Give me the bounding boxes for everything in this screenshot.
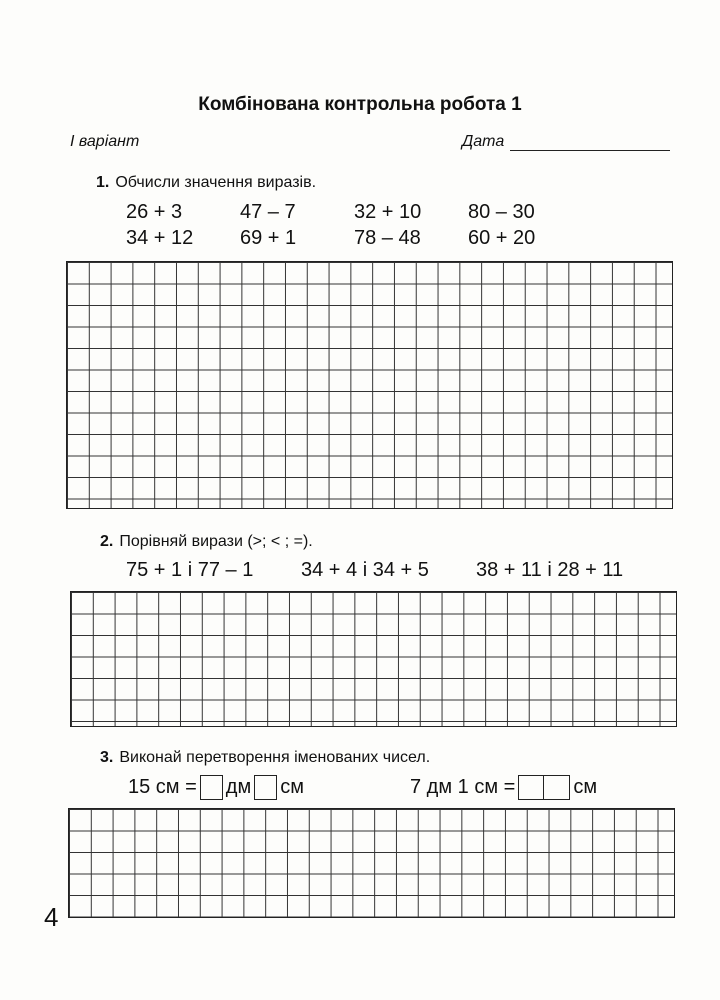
unit-cm: см bbox=[573, 776, 598, 798]
expression: 60 + 20 bbox=[468, 227, 536, 249]
expression: 34 + 12 bbox=[126, 227, 194, 249]
expression: 80 – 30 bbox=[468, 201, 535, 223]
expression: 47 – 7 bbox=[240, 201, 296, 223]
unit-dm: дм bbox=[225, 776, 252, 798]
task-3-text: Виконай перетворення іменованих чисел. bbox=[119, 749, 431, 766]
date-label: Дата bbox=[462, 133, 505, 150]
task-2-number: 2. bbox=[100, 533, 114, 550]
task-2-heading bbox=[100, 533, 313, 551]
expression: 38 + 11 і 28 + 11 bbox=[476, 559, 624, 581]
conversion-1-prefix: 15 см = bbox=[128, 776, 197, 798]
answer-box-two-digit[interactable] bbox=[518, 775, 570, 800]
expression: 32 + 10 bbox=[354, 201, 422, 223]
task-1-number: 1. bbox=[96, 174, 110, 191]
unit-cm: см bbox=[280, 776, 304, 798]
task-1-text: Обчисли значення виразів. bbox=[115, 174, 317, 191]
conversion-2 bbox=[410, 775, 597, 800]
conversion-2-prefix: 7 дм 1 см = bbox=[410, 776, 516, 798]
expression: 69 + 1 bbox=[240, 227, 297, 249]
task-2-text: Порівняй вирази (>; < ; =). bbox=[119, 533, 313, 550]
variant-label: І варіант bbox=[70, 133, 140, 150]
expression: 34 + 4 і 34 + 5 bbox=[301, 559, 429, 581]
answer-grid-1[interactable] bbox=[66, 261, 673, 509]
expression: 78 – 48 bbox=[354, 227, 421, 249]
task-3-heading bbox=[100, 749, 430, 767]
task-3-number: 3. bbox=[100, 749, 114, 766]
answer-grid-2[interactable] bbox=[70, 591, 677, 727]
page-title: Комбінована контрольна робота 1 bbox=[198, 94, 522, 115]
answer-box-dm[interactable] bbox=[200, 775, 223, 800]
date-line[interactable] bbox=[510, 150, 670, 151]
expression: 75 + 1 і 77 – 1 bbox=[126, 559, 254, 581]
answer-box-cm[interactable] bbox=[254, 775, 277, 800]
page-number: 4 bbox=[44, 902, 59, 932]
task-1-heading bbox=[96, 174, 316, 192]
conversion-1 bbox=[128, 775, 304, 800]
answer-grid-3[interactable] bbox=[68, 808, 675, 918]
expression: 26 + 3 bbox=[126, 201, 183, 223]
